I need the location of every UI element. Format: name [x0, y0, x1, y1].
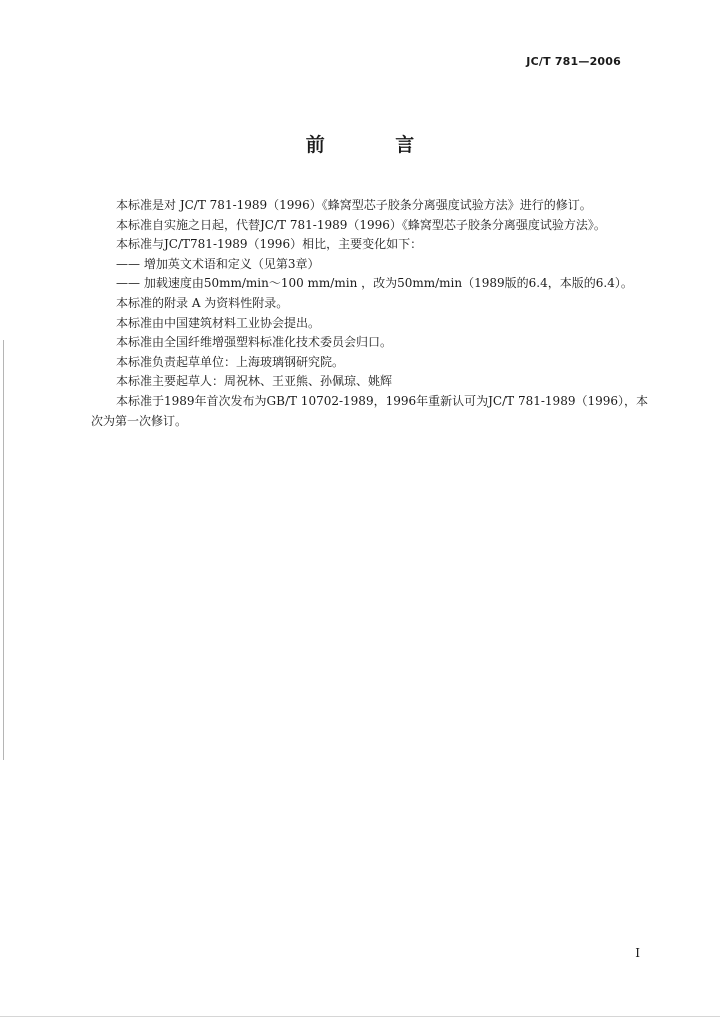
- standard-code: JC/T 781—2006: [526, 55, 621, 68]
- paragraph-drafting-unit: 本标准负责起草单位：上海玻璃钢研究院。: [116, 354, 345, 369]
- list-item-loading-speed: —— 加载速度由50mm/min～100 mm/min ，改为50mm/min（1989版的6.4，本版的6.4）。: [116, 276, 633, 291]
- scan-bottom-line: [0, 1016, 720, 1017]
- paragraph-replacement: 本标准自实施之日起，代替JC/T 781-1989（1996）《蜂窝型芯子胶条分离强度试验方法》。: [116, 217, 606, 232]
- paragraph-revision: 本标准是对 JC/T 781-1989（1996）《蜂窝型芯子胶条分离强度试验方法》进行的修订。: [116, 198, 592, 212]
- paragraph-history: 本标准于1989年首次发布为GB/T 10702-1989，1996年重新认可为JC/T 781-1989（1996），本次为第一次修订。: [91, 393, 649, 428]
- paragraph-proposed-by: 本标准由中国建筑材料工业协会提出。: [116, 315, 321, 330]
- scan-edge-line: [3, 340, 4, 760]
- list-item-terminology: —— 增加英文术语和定义（见第3章）: [116, 256, 320, 271]
- paragraph-drafters: 本标准主要起草人：周祝林、王亚熊、孙佩琼、姚辉: [116, 374, 393, 389]
- page-number: I: [635, 946, 640, 960]
- paragraph-appendix: 本标准的附录 A 为资料性附录。: [116, 295, 289, 310]
- paragraph-changes-intro: 本标准与JC/T781-1989（1996）相比，主要变化如下：: [116, 237, 423, 252]
- foreword-body: [91, 196, 651, 431]
- paragraph-centralized-by: 本标准由全国纤维增强塑料标准化技术委员会归口。: [116, 335, 393, 350]
- page-title: 前 言: [305, 134, 447, 156]
